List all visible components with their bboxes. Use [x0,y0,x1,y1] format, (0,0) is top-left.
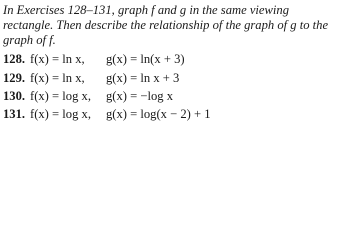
exercise-instructions: In Exercises 128–131, graph f and g in the same viewing rectangle. Then describe the relationship of the graph of g to the graph of f. [3,3,329,47]
exercise-number: 129. [3,70,26,85]
exercise-block [3,3,339,124]
function-g: g(x) = −log x [106,88,174,103]
function-g: g(x) = log(x − 2) + 1 [106,107,211,122]
exercise-number: 131. [3,107,26,122]
exercise-item [3,50,339,68]
function-f: f(x) = log x, [30,88,91,103]
function-f: f(x) = log x, [30,107,91,122]
exercise-number: 130. [3,88,26,103]
exercise-item [3,87,339,105]
function-f: f(x) = ln x, [30,70,85,85]
function-f: f(x) = ln x, [30,52,85,67]
function-g: g(x) = ln(x + 3) [106,52,185,67]
exercise-number: 128. [3,52,26,67]
function-g: g(x) = ln x + 3 [106,70,180,85]
exercise-list [3,50,339,123]
exercise-item [3,69,339,87]
exercise-item [3,105,339,123]
